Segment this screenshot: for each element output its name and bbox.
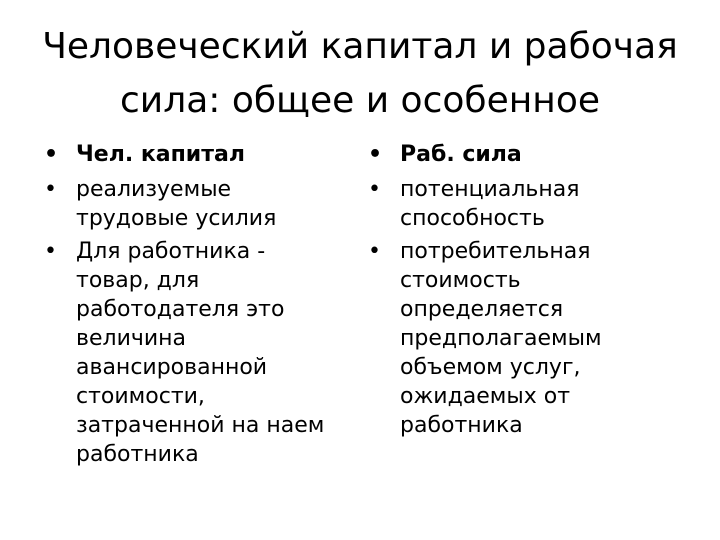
bullet-icon: • [44, 177, 57, 202]
bullet-icon: • [368, 142, 383, 167]
right-list-item [368, 175, 688, 233]
bullet-icon: • [368, 239, 381, 264]
right-column-list [368, 140, 688, 444]
right-item-text: потенциальная способность [400, 177, 580, 231]
left-list-item [44, 175, 344, 233]
bullet-icon: • [368, 177, 381, 202]
slide-title-line-1: Человеческий капитал и рабочая [42, 26, 678, 67]
bullet-icon: • [44, 239, 57, 264]
left-item-text: реализуемые трудовые усилия [76, 177, 277, 231]
left-item-text: Для работника - товар, для работодателя это величина авансированной стоимости, затраченной на наем работника [76, 239, 325, 467]
right-column-heading [368, 140, 688, 169]
bullet-icon: • [44, 142, 59, 167]
slide-title-line-2: сила: общее и особенное [120, 80, 600, 121]
right-list-item [368, 237, 688, 440]
right-item-text: потребительная стоимость определяется предполагаемым объемом услуг, ожидаемых от работника [400, 239, 602, 438]
right-heading-text: Раб. сила [400, 142, 522, 167]
left-column-heading [44, 140, 344, 169]
left-list-item [44, 237, 344, 469]
left-column-list [44, 140, 344, 473]
left-heading-text: Чел. капитал [76, 142, 245, 167]
slide-title [20, 20, 700, 128]
